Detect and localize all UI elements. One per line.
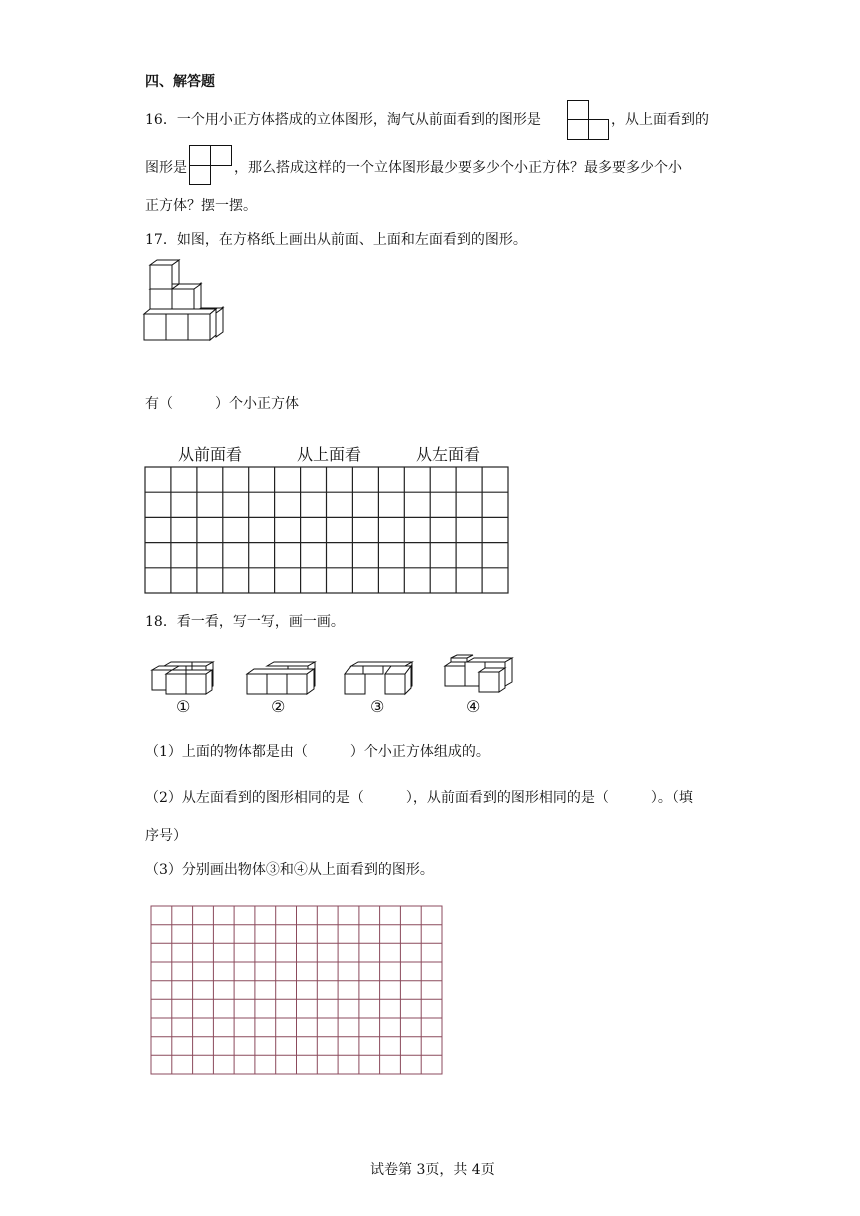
- q16-text-5: 正方体？摆一摆。: [145, 198, 257, 214]
- figure-label-2: ②: [271, 697, 286, 716]
- top-view-figure: [188, 144, 234, 186]
- q18-sub2-line1: （2）从左面看到的图形相同的是（ ），从前面看到的图形相同的是（ ）。（填: [145, 790, 693, 806]
- section-title: 四、解答题: [145, 74, 215, 90]
- grid-header-left: 从左面看: [416, 445, 481, 464]
- q18-sub1: （1）上面的物体都是由（ ）个小正方体组成的。: [145, 744, 490, 760]
- grid-header-top: 从上面看: [297, 445, 362, 464]
- cube-figure-2: [245, 660, 320, 696]
- front-view-figure: [566, 99, 610, 141]
- q18-sub2-line2: 序号）: [145, 828, 187, 844]
- stacked-cubes-figure: [142, 258, 232, 344]
- q17-drawing-grid[interactable]: [144, 466, 510, 596]
- q18-text: 18．看一看，写一写，画一画。: [145, 614, 345, 630]
- figure-label-3: ③: [370, 697, 385, 716]
- figure-label-1: ①: [176, 697, 191, 716]
- grid-header-front: 从前面看: [178, 445, 243, 464]
- q16-text-4: ，那么搭成这样的一个立体图形最少要多少个小正方体？最多要多少个小: [234, 160, 682, 176]
- page-footer: 试卷第 3页，共 4页: [370, 1162, 495, 1178]
- figure-label-4: ④: [466, 697, 481, 716]
- q16-text-2: ，从上面看到的: [611, 112, 709, 128]
- cube-figure-1: [150, 660, 220, 696]
- q18-sub3: （3）分别画出物体③和④从上面看到的图形。: [145, 862, 434, 878]
- q16-text-1: 16．一个用小正方体搭成的立体图形，淘气从前面看到的图形是: [145, 112, 541, 128]
- q17-text: 17．如图，在方格纸上画出从前面、上面和左面看到的图形。: [145, 232, 527, 248]
- cube-figure-3: [343, 660, 415, 696]
- q16-text-3: 图形是: [145, 160, 187, 176]
- cube-figure-4: [443, 654, 515, 696]
- q18-drawing-grid[interactable]: [150, 905, 444, 1077]
- q17-count-label: 有（ ）个小正方体: [145, 396, 299, 412]
